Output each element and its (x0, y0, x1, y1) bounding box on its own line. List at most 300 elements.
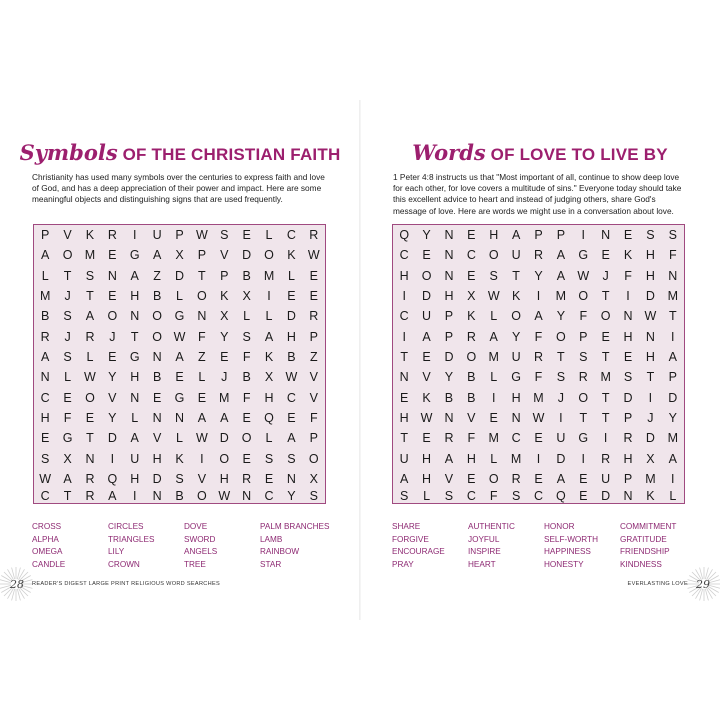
grid-letter[interactable]: T (668, 309, 677, 324)
grid-letter[interactable]: T (130, 329, 139, 344)
grid-letter[interactable]: O (219, 451, 230, 466)
grid-letter[interactable]: F (63, 410, 72, 425)
grid-letter[interactable]: L (131, 410, 139, 425)
grid-letter[interactable]: X (242, 289, 251, 304)
grid-letter[interactable]: B (152, 370, 162, 385)
grid-letter[interactable]: D (219, 431, 229, 446)
grid-letter[interactable]: L (86, 349, 94, 364)
grid-letter[interactable]: E (623, 349, 633, 364)
grid-letter[interactable]: L (243, 309, 251, 324)
grid-letter[interactable]: S (85, 268, 95, 283)
grid-letter[interactable]: E (601, 329, 610, 344)
grid-letter[interactable]: H (399, 268, 409, 283)
grid-letter[interactable]: Y (287, 488, 296, 503)
grid-letter[interactable]: T (400, 349, 408, 364)
grid-letter[interactable]: P (534, 228, 543, 243)
grid-letter[interactable]: P (623, 410, 633, 425)
grid-letter[interactable]: E (579, 471, 588, 486)
grid-letter[interactable]: D (152, 471, 162, 486)
grid-letter[interactable]: R (444, 431, 454, 446)
grid-letter[interactable]: I (671, 471, 675, 486)
grid-letter[interactable]: C (40, 390, 50, 405)
grid-letter[interactable]: I (536, 289, 541, 304)
grid-letter[interactable]: Z (198, 349, 206, 364)
grid-letter[interactable]: W (39, 471, 52, 486)
grid-letter[interactable]: K (467, 309, 476, 324)
grid-letter[interactable]: N (174, 410, 184, 425)
grid-letter[interactable]: M (39, 289, 51, 304)
grid-letter[interactable]: S (63, 309, 72, 324)
grid-letter[interactable]: R (466, 329, 476, 344)
grid-letter[interactable]: O (556, 329, 566, 344)
grid-letter[interactable]: E (489, 410, 498, 425)
grid-letter[interactable]: K (264, 349, 274, 364)
grid-letter[interactable]: U (601, 471, 611, 486)
grid-letter[interactable]: K (175, 451, 184, 466)
grid-letter[interactable]: L (265, 228, 273, 243)
grid-letter[interactable]: S (309, 488, 318, 503)
grid-letter[interactable]: X (175, 248, 184, 263)
grid-letter[interactable]: R (511, 471, 521, 486)
grid-letter[interactable]: D (286, 309, 296, 324)
grid-letter[interactable]: Y (220, 329, 229, 344)
grid-letter[interactable]: O (107, 309, 118, 324)
grid-letter[interactable]: C (466, 248, 476, 263)
grid-letter[interactable]: G (174, 309, 185, 324)
grid-letter[interactable]: U (130, 451, 140, 466)
grid-letter[interactable]: F (242, 349, 251, 364)
grid-letter[interactable]: C (533, 488, 543, 503)
grid-letter[interactable]: K (422, 390, 431, 405)
grid-letter[interactable]: I (200, 451, 204, 466)
grid-letter[interactable]: F (467, 431, 476, 446)
grid-letter[interactable]: E (63, 390, 72, 405)
grid-letter[interactable]: I (491, 390, 496, 405)
grid-letter[interactable]: I (536, 451, 541, 466)
grid-letter[interactable]: L (41, 268, 49, 283)
grid-letter[interactable]: O (578, 289, 589, 304)
grid-letter[interactable]: H (645, 349, 655, 364)
grid-letter[interactable]: T (579, 410, 588, 425)
grid-letter[interactable]: N (286, 471, 296, 486)
grid-letter[interactable]: A (130, 431, 139, 446)
grid-letter[interactable]: V (220, 248, 229, 263)
grid-letter[interactable]: I (267, 289, 271, 304)
grid-letter[interactable]: L (423, 488, 431, 503)
grid-letter[interactable]: I (671, 329, 675, 344)
grid-letter[interactable]: N (130, 309, 140, 324)
grid-letter[interactable]: H (645, 268, 655, 283)
grid-letter[interactable]: H (130, 471, 140, 486)
grid-letter[interactable]: G (62, 431, 73, 446)
grid-letter[interactable]: H (645, 248, 655, 263)
grid-letter[interactable]: F (534, 370, 543, 385)
grid-letter[interactable]: A (534, 309, 543, 324)
grid-letter[interactable]: Q (556, 488, 566, 503)
grid-letter[interactable]: W (173, 329, 186, 344)
grid-letter[interactable]: F (242, 390, 251, 405)
grid-letter[interactable]: N (152, 349, 162, 364)
grid-letter[interactable]: D (601, 488, 611, 503)
grid-letter[interactable]: O (488, 248, 499, 263)
grid-letter[interactable]: U (556, 431, 566, 446)
grid-letter[interactable]: H (422, 471, 432, 486)
grid-letter[interactable]: F (309, 410, 318, 425)
grid-letter[interactable]: R (623, 431, 633, 446)
grid-letter[interactable]: D (107, 431, 117, 446)
grid-letter[interactable]: M (600, 370, 611, 385)
grid-letter[interactable]: T (86, 431, 94, 446)
grid-letter[interactable]: M (219, 390, 230, 405)
grid-letter[interactable]: W (487, 289, 500, 304)
grid-letter[interactable]: D (623, 390, 633, 405)
grid-letter[interactable]: C (511, 431, 521, 446)
grid-letter[interactable]: D (645, 289, 655, 304)
grid-letter[interactable]: A (220, 410, 229, 425)
grid-letter[interactable]: X (264, 370, 274, 385)
grid-letter[interactable]: T (646, 370, 655, 385)
grid-letter[interactable]: T (601, 410, 610, 425)
grid-letter[interactable]: E (264, 471, 274, 486)
grid-letter[interactable]: D (668, 390, 678, 405)
grid-letter[interactable]: N (85, 451, 95, 466)
grid-letter[interactable]: O (488, 471, 499, 486)
grid-letter[interactable]: E (175, 370, 184, 385)
grid-letter[interactable]: C (264, 488, 274, 503)
grid-letter[interactable]: L (490, 370, 498, 385)
grid-letter[interactable]: Z (309, 349, 318, 364)
grid-letter[interactable]: A (556, 268, 566, 283)
grid-letter[interactable]: B (467, 370, 476, 385)
grid-letter[interactable]: O (578, 390, 589, 405)
grid-letter[interactable]: F (624, 268, 632, 283)
grid-letter[interactable]: N (130, 390, 140, 405)
grid-letter[interactable]: T (601, 349, 610, 364)
grid-letter[interactable]: M (510, 451, 522, 466)
grid-letter[interactable]: K (511, 289, 521, 304)
grid-letter[interactable]: C (286, 228, 296, 243)
grid-letter[interactable]: A (175, 349, 184, 364)
grid-letter[interactable]: L (198, 370, 206, 385)
grid-letter[interactable]: S (646, 228, 655, 243)
grid-letter[interactable]: B (287, 349, 296, 364)
grid-letter[interactable]: L (669, 488, 677, 503)
grid-letter[interactable]: H (444, 289, 454, 304)
grid-letter[interactable]: P (175, 228, 184, 243)
grid-letter[interactable]: V (309, 370, 318, 385)
grid-letter[interactable]: H (489, 228, 499, 243)
grid-letter[interactable]: R (40, 329, 50, 344)
grid-letter[interactable]: Y (422, 228, 431, 243)
grid-letter[interactable]: X (467, 289, 476, 304)
grid-letter[interactable]: V (309, 390, 318, 405)
grid-letter[interactable]: Y (444, 370, 454, 385)
grid-letter[interactable]: X (646, 451, 655, 466)
grid-letter[interactable]: P (197, 248, 207, 263)
grid-letter[interactable]: P (41, 228, 50, 243)
grid-letter[interactable]: F (534, 329, 543, 344)
grid-letter[interactable]: E (422, 431, 431, 446)
grid-letter[interactable]: P (309, 329, 318, 344)
grid-letter[interactable]: H (264, 390, 274, 405)
grid-letter[interactable]: T (512, 268, 520, 283)
grid-letter[interactable]: R (533, 349, 543, 364)
grid-letter[interactable]: K (623, 248, 633, 263)
grid-letter[interactable]: A (556, 471, 566, 486)
grid-letter[interactable]: W (420, 410, 433, 425)
grid-letter[interactable]: L (287, 268, 295, 283)
grid-letter[interactable]: H (422, 451, 432, 466)
grid-letter[interactable]: A (287, 431, 296, 446)
grid-letter[interactable]: L (265, 431, 273, 446)
grid-letter[interactable]: H (466, 451, 476, 466)
grid-letter[interactable]: K (646, 488, 655, 503)
grid-letter[interactable]: P (579, 329, 588, 344)
grid-letter[interactable]: O (264, 248, 274, 263)
grid-letter[interactable]: A (444, 451, 454, 466)
grid-letter[interactable]: D (556, 451, 566, 466)
grid-letter[interactable]: E (309, 268, 318, 283)
grid-letter[interactable]: B (242, 268, 251, 283)
grid-letter[interactable]: E (287, 410, 296, 425)
grid-letter[interactable]: A (489, 329, 498, 344)
grid-letter[interactable]: L (176, 431, 183, 446)
grid-letter[interactable]: E (623, 228, 633, 243)
grid-letter[interactable]: O (197, 289, 207, 304)
grid-letter[interactable]: V (63, 228, 72, 243)
grid-letter[interactable]: N (444, 268, 454, 283)
grid-letter[interactable]: I (648, 390, 653, 405)
grid-letter[interactable]: R (309, 309, 319, 324)
grid-letter[interactable]: E (242, 451, 251, 466)
grid-letter[interactable]: J (221, 370, 228, 385)
grid-letter[interactable]: M (555, 289, 567, 304)
grid-letter[interactable]: A (41, 248, 50, 263)
grid-letter[interactable]: M (533, 390, 544, 405)
grid-letter[interactable]: L (64, 370, 72, 385)
grid-letter[interactable]: E (534, 471, 543, 486)
grid-letter[interactable]: U (511, 248, 521, 263)
grid-letter[interactable]: T (198, 268, 206, 283)
grid-letter[interactable]: O (466, 349, 477, 364)
grid-letter[interactable]: I (402, 329, 406, 344)
grid-letter[interactable]: H (130, 370, 140, 385)
grid-letter[interactable]: V (108, 390, 117, 405)
grid-letter[interactable]: S (668, 228, 677, 243)
grid-letter[interactable]: W (532, 410, 545, 425)
grid-letter[interactable]: R (107, 228, 117, 243)
grid-letter[interactable]: P (220, 268, 229, 283)
grid-letter[interactable]: S (444, 488, 454, 503)
grid-letter[interactable]: A (668, 349, 677, 364)
grid-letter[interactable]: T (601, 390, 610, 405)
grid-letter[interactable]: G (129, 349, 140, 364)
grid-letter[interactable]: N (623, 488, 633, 503)
grid-letter[interactable]: Q (399, 228, 410, 243)
grid-letter[interactable]: Y (534, 268, 543, 283)
grid-letter[interactable]: D (174, 268, 184, 283)
grid-letter[interactable]: L (176, 289, 183, 304)
grid-letter[interactable]: N (601, 228, 611, 243)
grid-letter[interactable]: G (174, 390, 185, 405)
grid-letter[interactable]: H (219, 471, 229, 486)
grid-letter[interactable]: M (488, 431, 499, 446)
grid-letter[interactable]: C (286, 390, 296, 405)
grid-letter[interactable]: J (64, 329, 71, 344)
grid-letter[interactable]: E (467, 471, 476, 486)
grid-letter[interactable]: M (667, 289, 678, 304)
grid-letter[interactable]: O (85, 390, 95, 405)
grid-letter[interactable]: N (152, 488, 162, 503)
grid-letter[interactable]: P (444, 309, 454, 324)
grid-letter[interactable]: E (400, 390, 409, 405)
grid-letter[interactable]: S (264, 451, 274, 466)
grid-letter[interactable]: V (152, 431, 162, 446)
grid-letter[interactable]: I (603, 431, 608, 446)
grid-letter[interactable]: V (467, 410, 476, 425)
grid-letter[interactable]: K (85, 228, 95, 243)
grid-letter[interactable]: S (63, 349, 72, 364)
grid-letter[interactable]: D (242, 248, 252, 263)
grid-letter[interactable]: E (467, 228, 476, 243)
grid-letter[interactable]: O (421, 268, 432, 283)
grid-letter[interactable]: J (109, 329, 116, 344)
grid-letter[interactable]: V (197, 471, 207, 486)
grid-letter[interactable]: O (197, 488, 207, 503)
grid-letter[interactable]: I (581, 228, 585, 243)
grid-letter[interactable]: B (152, 289, 162, 304)
grid-letter[interactable]: J (647, 410, 654, 425)
grid-letter[interactable]: D (422, 289, 432, 304)
grid-letter[interactable]: A (41, 349, 50, 364)
grid-letter[interactable]: K (287, 248, 296, 263)
grid-letter[interactable]: J (602, 268, 609, 283)
grid-letter[interactable]: R (242, 471, 252, 486)
grid-letter[interactable]: N (444, 248, 454, 263)
grid-letter[interactable]: D (444, 349, 454, 364)
grid-letter[interactable]: P (668, 370, 677, 385)
grid-letter[interactable]: C (40, 488, 50, 503)
grid-letter[interactable]: E (220, 349, 229, 364)
grid-letter[interactable]: E (467, 268, 476, 283)
grid-letter[interactable]: H (152, 451, 162, 466)
grid-letter[interactable]: B (467, 390, 476, 405)
grid-letter[interactable]: S (579, 349, 588, 364)
grid-letter[interactable]: W (195, 431, 208, 446)
grid-letter[interactable]: L (490, 451, 498, 466)
grid-letter[interactable]: D (645, 431, 655, 446)
grid-letter[interactable]: O (511, 309, 521, 324)
grid-letter[interactable]: N (444, 228, 454, 243)
grid-letter[interactable]: F (579, 309, 588, 324)
grid-letter[interactable]: G (511, 370, 521, 385)
grid-letter[interactable]: I (581, 451, 585, 466)
grid-letter[interactable]: I (559, 410, 563, 425)
grid-letter[interactable]: W (307, 248, 320, 263)
grid-letter[interactable]: G (129, 248, 140, 263)
grid-letter[interactable]: H (399, 410, 409, 425)
grid-letter[interactable]: A (264, 329, 274, 344)
grid-letter[interactable]: O (600, 309, 611, 324)
grid-letter[interactable]: X (309, 471, 318, 486)
grid-letter[interactable]: L (490, 309, 498, 324)
grid-letter[interactable]: E (41, 431, 50, 446)
grid-letter[interactable]: C (399, 248, 409, 263)
grid-letter[interactable]: S (287, 451, 296, 466)
grid-letter[interactable]: E (579, 488, 588, 503)
grid-letter[interactable]: R (309, 228, 319, 243)
grid-letter[interactable]: R (85, 488, 95, 503)
grid-letter[interactable]: P (444, 329, 454, 344)
grid-letter[interactable]: H (623, 451, 633, 466)
grid-letter[interactable]: N (242, 488, 252, 503)
grid-letter[interactable]: T (601, 289, 610, 304)
grid-letter[interactable]: N (197, 309, 207, 324)
grid-letter[interactable]: U (152, 228, 162, 243)
grid-letter[interactable]: E (108, 248, 117, 263)
grid-letter[interactable]: F (489, 488, 498, 503)
grid-letter[interactable]: P (556, 228, 566, 243)
grid-letter[interactable]: A (63, 471, 72, 486)
grid-letter[interactable]: S (556, 370, 566, 385)
grid-letter[interactable]: M (667, 431, 678, 446)
grid-letter[interactable]: O (308, 451, 319, 466)
grid-letter[interactable]: Q (107, 471, 118, 486)
grid-letter[interactable]: G (578, 431, 589, 446)
grid-letter[interactable]: R (85, 329, 95, 344)
grid-letter[interactable]: I (402, 289, 406, 304)
grid-letter[interactable]: E (242, 410, 251, 425)
grid-letter[interactable]: R (85, 471, 95, 486)
grid-letter[interactable]: N (511, 410, 521, 425)
grid-letter[interactable]: H (623, 329, 633, 344)
grid-letter[interactable]: F (198, 329, 206, 344)
grid-letter[interactable]: E (85, 410, 95, 425)
grid-letter[interactable]: E (422, 349, 431, 364)
grid-letter[interactable]: B (444, 390, 454, 405)
grid-letter[interactable]: J (557, 390, 564, 405)
grid-letter[interactable]: M (645, 471, 656, 486)
grid-letter[interactable]: B (242, 370, 251, 385)
grid-letter[interactable]: C (399, 309, 409, 324)
grid-letter[interactable]: E (242, 228, 251, 243)
grid-letter[interactable]: S (41, 451, 50, 466)
grid-letter[interactable]: N (444, 410, 454, 425)
grid-letter[interactable]: A (556, 248, 566, 263)
grid-letter[interactable]: I (132, 488, 137, 503)
grid-letter[interactable]: E (287, 289, 296, 304)
grid-letter[interactable]: O (62, 248, 73, 263)
grid-letter[interactable]: W (195, 228, 208, 243)
grid-letter[interactable]: N (645, 329, 655, 344)
grid-letter[interactable]: B (41, 309, 50, 324)
grid-letter[interactable]: G (578, 248, 589, 263)
grid-letter[interactable]: N (399, 370, 409, 385)
grid-letter[interactable]: A (197, 410, 207, 425)
grid-letter[interactable]: T (86, 289, 94, 304)
grid-letter[interactable]: T (400, 431, 408, 446)
grid-letter[interactable]: H (286, 329, 296, 344)
grid-letter[interactable]: A (668, 451, 677, 466)
grid-letter[interactable]: E (309, 289, 318, 304)
grid-letter[interactable]: A (422, 329, 431, 344)
grid-letter[interactable]: O (152, 329, 162, 344)
grid-letter[interactable]: R (601, 451, 611, 466)
grid-letter[interactable]: S (623, 370, 633, 385)
grid-letter[interactable]: N (40, 370, 50, 385)
grid-letter[interactable]: H (130, 289, 140, 304)
grid-letter[interactable]: P (309, 431, 318, 446)
